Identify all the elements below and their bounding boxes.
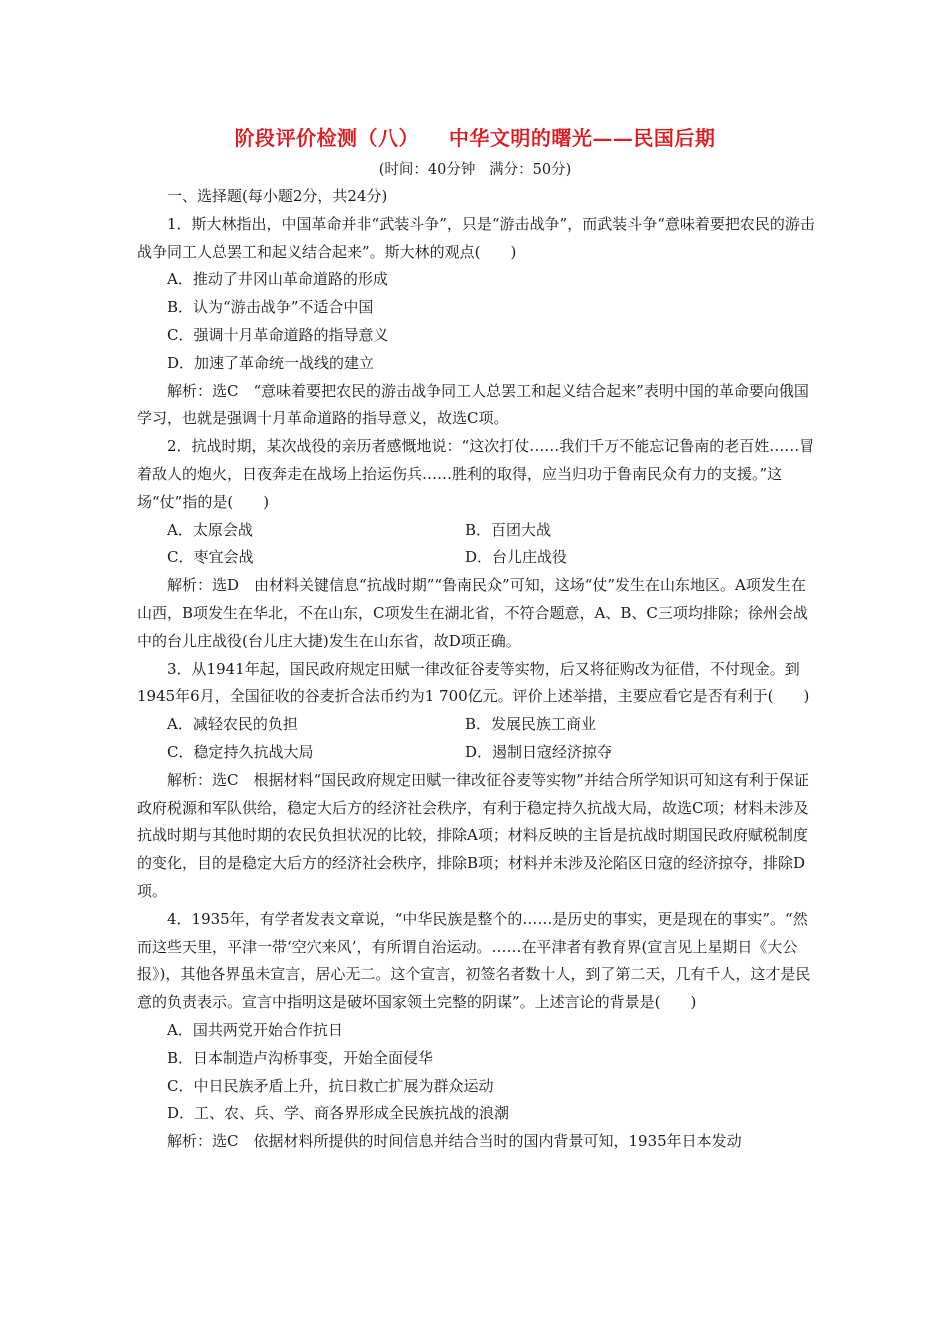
question-2-option-c: C．枣宜会战 [167,548,254,567]
question-1-option-a: A．推动了井冈山革命道路的形成 [167,270,388,289]
question-4-option-b: B．日本制造卢沟桥事变，开始全面侵华 [167,1048,434,1067]
question-2-analysis: 解析：选D 由材料关键信息“抗战时期”“鲁南民众”可知，这场“仗”发生在山东地区。A项发生在山西，B项发生在华北，不在山东，C项发生在湖北省，不符合题意，A、B、C三项均排除；徐州会战中的台儿庄战役(台儿庄大捷)发生在山东省，故D项正确。 [137,576,808,650]
question-3-option-c: C．稳定持久抗战大局 [167,742,314,761]
question-3-options-row-1 [137,711,815,739]
question-3-analysis: 解析：选C 根据材料“国民政府规定田赋一律改征谷麦等实物”并结合所学知识可知这有利于保证政府税源和军队供给，稳定大后方的经济社会秩序，有利于稳定持久抗战大局，故选C项；材料未涉及抗战时期与其他时期的农民负担状况的比较，排除A项；材料反映的主旨是抗战时期国民政府赋税制度的变化，目的是稳定大后方的经济社会秩序，排除B项；材料并未涉及沦陷区日寇的经济掠夺，排除D项。 [137,770,809,900]
question-2-options-row-2 [137,544,815,572]
question-1-option-d: D．加速了革命统一战线的建立 [167,353,375,372]
question-3-option-d: D．遏制日寇经济掠夺 [465,742,613,761]
question-2-option-b: B．百团大战 [465,520,552,539]
question-3-stem: 3．从1941年起，国民政府规定田赋一律改征谷麦等实物，后又将征购改为征借，不付现金。到1945年6月，全国征收的谷麦折合法币约为1 700亿元。评价上述举措，主要应看它是否有利于( ) [137,659,810,706]
question-1-option-b: B．认为“游击战争”不适合中国 [167,298,374,317]
question-2-options-row-1 [137,517,815,545]
question-4-stem: 4．1935年，有学者发表文章说，“中华民族是整个的……是历史的事实，更是现在的事实”。“然而这些天里，平津一带‘空穴来风’，有所谓自治运动。……在平津者有教育界(宣言见上星期日《大公报》)，其他各界虽未宣言，居心无二。这个宣言，初签名者数十人，到了第二天，几有千人，这才是民意的负责表示。宣言中指明这是破坏国家领土完整的阴谋”。上述言论的背景是( ) [137,909,811,1012]
question-4-option-a: A．国共两党开始合作抗日 [167,1020,343,1039]
question-3-option-b: B．发展民族工商业 [465,715,597,734]
question-2-stem: 2．抗战时期，某次战役的亲历者感慨地说：“这次打仗……我们千万不能忘记鲁南的老百姓……冒着敌人的炮火，日夜奔走在战场上抬运伤兵……胜利的取得，应当归功于鲁南民众有力的支援。”这场“仗”指的是( ) [137,437,815,511]
page-title: 阶段评价检测（八） 中华文明的曙光——民国后期 [234,126,716,150]
question-4-option-d: D．工、农、兵、学、商各界形成全民族抗战的浪潮 [167,1104,510,1123]
question-4-analysis: 解析：选C 依据材料所提供的时间信息并结合当时的国内背景可知，1935年日本发动 [167,1132,742,1151]
exam-info: (时间：40分钟 满分：50分) [378,162,572,178]
question-1-stem: 1．斯大林指出，中国革命并非“武装斗争”，只是“游击战争”，而武装斗争“意味着要把农民的游击战争同工人总罢工和起义结合起来”。斯大林的观点( ) [137,214,815,261]
question-content [137,183,815,1156]
question-2-option-d: D．台儿庄战役 [465,548,568,567]
question-1-option-c: C．强调十月革命道路的指导意义 [167,325,389,344]
question-2-option-a: A．太原会战 [167,520,253,539]
section-heading: 一、选择题(每小题2分，共24分) [167,187,388,205]
question-4-option-c: C．中日民族矛盾上升，抗日救亡扩展为群众运动 [167,1076,494,1095]
question-3-options-row-2 [137,739,815,767]
question-1-analysis: 解析：选C “意味着要把农民的游击战争同工人总罢工和起义结合起来”表明中国的革命要向俄国学习，也就是强调十月革命道路的指导意义，故选C项。 [137,381,809,428]
question-3-option-a: A．减轻农民的负担 [167,715,298,734]
